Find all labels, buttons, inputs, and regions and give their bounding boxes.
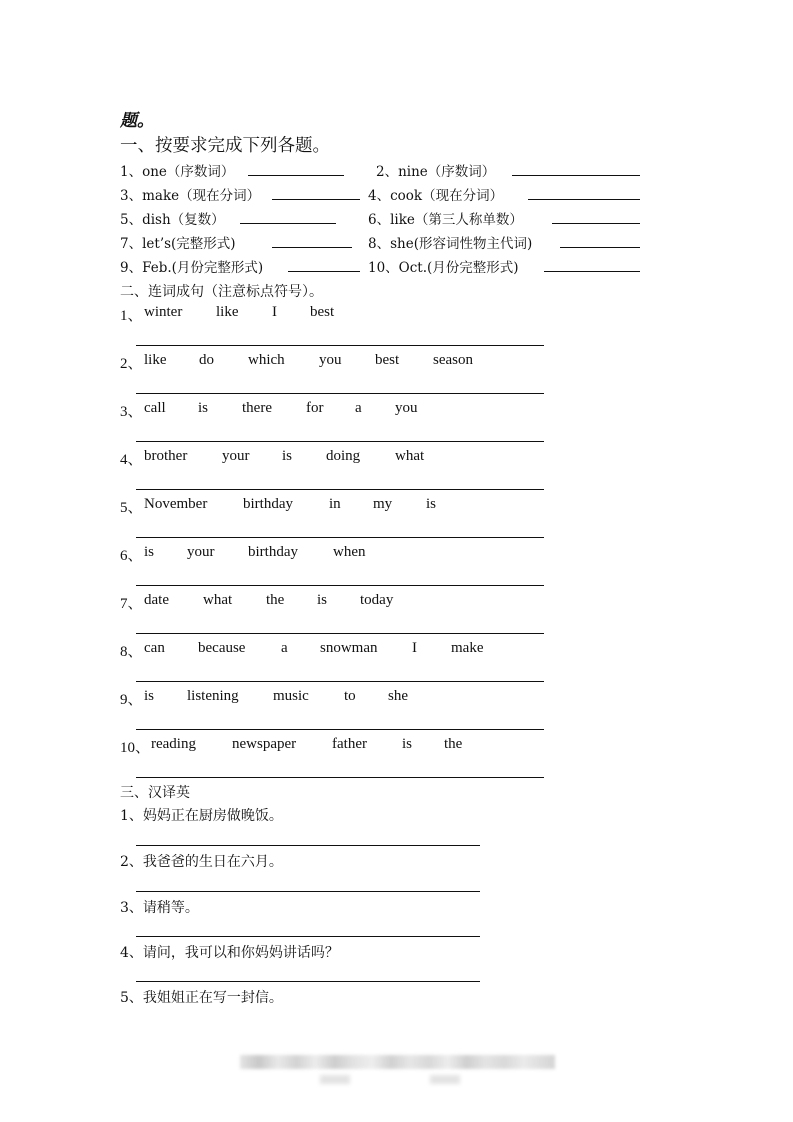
s2-word: snowman <box>320 640 378 656</box>
s3-item-4: 4、请问，我可以和你妈妈讲话吗？ <box>120 945 339 961</box>
footer-watermark-fragment <box>320 1075 350 1084</box>
s1-item-1: 1、one（序数词） <box>120 164 235 180</box>
s2-word: winter <box>144 304 183 320</box>
s2-word: today <box>360 592 394 608</box>
s2-word: your <box>187 544 215 560</box>
s2-word: father <box>332 736 367 752</box>
s2-answer-line[interactable] <box>136 489 544 490</box>
s2-word: I <box>272 304 277 320</box>
s2-word: brother <box>144 448 188 464</box>
s1-blank-4[interactable] <box>528 199 640 200</box>
s2-word: do <box>199 352 214 368</box>
s3-item-5: 5、我姐姐正在写一封信。 <box>120 990 283 1006</box>
s2-word: what <box>395 448 425 464</box>
s2-word: make <box>451 640 484 656</box>
s2-word: you <box>319 352 342 368</box>
s1-item-5: 5、dish（复数） <box>120 212 225 228</box>
s2-word: date <box>144 592 169 608</box>
s2-word: your <box>222 448 250 464</box>
s2-word: is <box>144 688 155 704</box>
s2-word: is <box>426 496 437 512</box>
s3-answer-line-3[interactable] <box>136 936 480 937</box>
s2-word: best <box>375 352 400 368</box>
s2-item-number: 8、 <box>120 644 143 660</box>
s2-answer-line[interactable] <box>136 681 544 682</box>
s2-word: is <box>317 592 328 608</box>
s1-blank-5[interactable] <box>240 223 336 224</box>
footer-watermark-fragment <box>430 1075 460 1084</box>
s2-answer-line[interactable] <box>136 537 544 538</box>
s2-word: call <box>144 400 166 416</box>
s2-word: reading <box>151 736 196 752</box>
s1-item-8: 8、she(形容词性物主代词) <box>368 236 533 252</box>
s2-answer-line[interactable] <box>136 633 544 634</box>
s3-answer-line-4[interactable] <box>136 981 480 982</box>
s2-item-number: 3、 <box>120 404 143 420</box>
s2-word: I <box>412 640 417 656</box>
s1-blank-9[interactable] <box>288 271 360 272</box>
s2-item-number: 6、 <box>120 548 143 564</box>
s1-item-2: 2、nine（序数词） <box>376 164 496 180</box>
s2-word: like <box>216 304 239 320</box>
s2-item-number: 4、 <box>120 452 143 468</box>
s2-word: best <box>310 304 335 320</box>
s2-item-number: 9、 <box>120 692 143 708</box>
s2-word: listening <box>187 688 239 704</box>
s2-answer-line[interactable] <box>136 345 544 346</box>
s1-item-10: 10、Oct.(月份完整形式) <box>368 260 519 276</box>
s1-item-6: 6、like（第三人称单数） <box>368 212 523 228</box>
s2-item-number: 1、 <box>120 308 143 324</box>
s2-word: is <box>402 736 413 752</box>
s1-blank-6[interactable] <box>552 223 640 224</box>
s2-word: birthday <box>243 496 293 512</box>
s2-item-number: 7、 <box>120 596 143 612</box>
section3-heading: 三、汉译英 <box>120 785 190 801</box>
s1-blank-10[interactable] <box>544 271 640 272</box>
s1-item-4: 4、cook（现在分词） <box>368 188 504 204</box>
s2-word: she <box>388 688 408 704</box>
s1-blank-2[interactable] <box>512 175 640 176</box>
s2-word: when <box>333 544 366 560</box>
s2-word: music <box>273 688 309 704</box>
s1-item-9: 9、Feb.(月份完整形式) <box>120 260 264 276</box>
s1-blank-7[interactable] <box>272 247 352 248</box>
s1-item-7: 7、let’s(完整形式) <box>120 236 236 252</box>
s2-answer-line[interactable] <box>136 585 544 586</box>
s2-word: a <box>281 640 288 656</box>
s2-item-number: 10、 <box>120 740 151 756</box>
s2-answer-line[interactable] <box>136 441 544 442</box>
s2-word: you <box>395 400 418 416</box>
s2-word: like <box>144 352 167 368</box>
s2-answer-line[interactable] <box>136 777 544 778</box>
s1-blank-8[interactable] <box>560 247 640 248</box>
s3-item-3: 3、请稍等。 <box>120 900 199 916</box>
s2-word: November <box>144 496 208 512</box>
s3-answer-line-1[interactable] <box>136 845 480 846</box>
s2-word: doing <box>326 448 361 464</box>
s3-item-2: 2、我爸爸的生日在六月。 <box>120 854 283 870</box>
s2-word: there <box>242 400 272 416</box>
s2-word: is <box>282 448 293 464</box>
s2-word: season <box>433 352 473 368</box>
s1-blank-1[interactable] <box>248 175 344 176</box>
s3-item-1: 1、妈妈正在厨房做晚饭。 <box>120 808 283 824</box>
s2-item-number: 2、 <box>120 356 143 372</box>
s2-word: because <box>198 640 246 656</box>
section2-heading: 二、连词成句（注意标点符号）。 <box>120 284 323 300</box>
s1-blank-3[interactable] <box>272 199 360 200</box>
section1-heading: 一、按要求完成下列各题。 <box>120 136 330 156</box>
s2-word: newspaper <box>232 736 297 752</box>
s3-answer-line-2[interactable] <box>136 891 480 892</box>
s2-word: is <box>198 400 209 416</box>
s2-word: a <box>355 400 362 416</box>
s2-word: can <box>144 640 165 656</box>
s2-word: in <box>329 496 341 512</box>
s2-word: which <box>248 352 285 368</box>
s1-item-3: 3、make（现在分词） <box>120 188 261 204</box>
s2-answer-line[interactable] <box>136 729 544 730</box>
s2-word: the <box>444 736 463 752</box>
s2-word: my <box>373 496 393 512</box>
s2-word: for <box>306 400 324 416</box>
s2-word: the <box>266 592 285 608</box>
s2-word: what <box>203 592 233 608</box>
footer-watermark <box>240 1055 555 1069</box>
s2-item-number: 5、 <box>120 500 143 516</box>
s2-word: to <box>344 688 356 704</box>
page-title: 题。 <box>120 111 154 131</box>
s2-word: birthday <box>248 544 298 560</box>
s2-answer-line[interactable] <box>136 393 544 394</box>
s2-word: is <box>144 544 155 560</box>
